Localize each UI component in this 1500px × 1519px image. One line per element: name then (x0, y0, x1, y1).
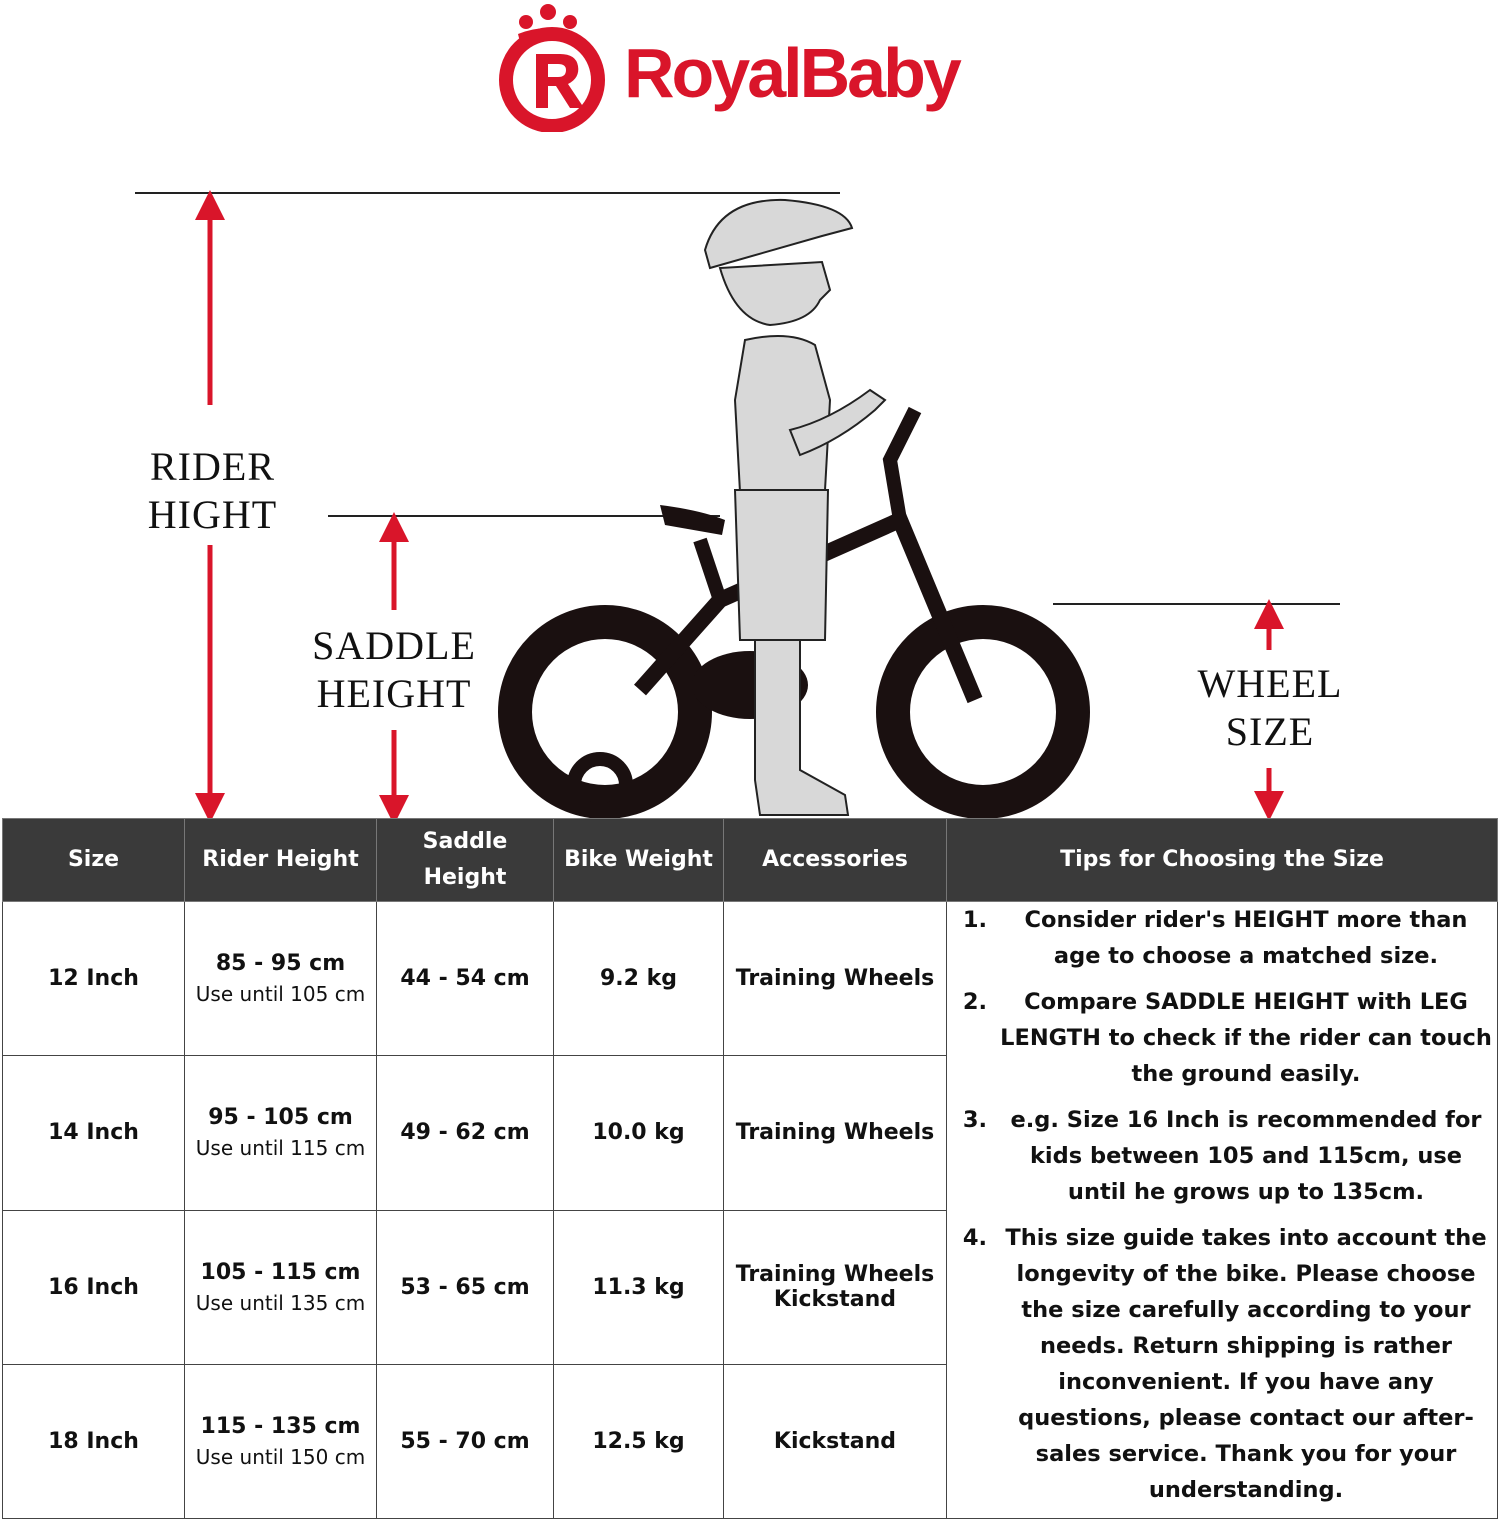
use-until: Use until 115 cm (195, 1136, 366, 1161)
saddle-height-cell: 53 - 65 cm (377, 1210, 554, 1364)
rider-height-label (120, 443, 305, 539)
tip-text: Compare SADDLE HEIGHT with LEG LENGTH to check if the rider can touch the ground easily. (1000, 989, 1492, 1087)
wheel-label-line2: SIZE (1225, 709, 1315, 754)
wheel-size-label (1185, 660, 1355, 756)
accessories-cell (724, 1056, 947, 1210)
child-rider-icon (705, 200, 885, 815)
size-cell: 14 Inch (3, 1056, 185, 1210)
rider-label-line1: RIDER (150, 444, 275, 489)
accessory-1: Training Wheels (735, 1262, 935, 1288)
tip-number: 2. (962, 989, 988, 1015)
rider-height-cell (185, 1056, 377, 1210)
tip-item (951, 984, 1493, 1092)
saddle-height-cell: 49 - 62 cm (377, 1056, 554, 1210)
tip-text: e.g. Size 16 Inch is recommended for kids between 105 and 115cm, use until he grows up to 135cm. (1010, 1107, 1482, 1205)
accessory-1: Kickstand (773, 1428, 897, 1454)
tip-item (951, 1220, 1493, 1508)
tip-item (951, 1102, 1493, 1210)
rider-range: 95 - 105 cm (208, 1105, 353, 1131)
royalbaby-emblem-icon (496, 2, 616, 132)
header-saddle-height: Saddle Height (377, 819, 554, 902)
accessories-cell (724, 1364, 947, 1518)
header-tips: Tips for Choosing the Size (947, 819, 1498, 902)
brand-name: RoyalBaby (624, 34, 959, 112)
header-size: Size (3, 819, 185, 902)
saddle-height-cell: 44 - 54 cm (377, 902, 554, 1056)
wheel-label-line1: WHEEL (1197, 661, 1343, 706)
use-until: Use until 150 cm (195, 1444, 366, 1469)
header-accessories: Accessories (724, 819, 947, 902)
size-cell: 16 Inch (3, 1210, 185, 1364)
bike-weight-cell: 11.3 kg (554, 1210, 724, 1364)
accessory-2: Kickstand (773, 1287, 897, 1313)
accessory-1: Training Wheels (735, 1120, 935, 1146)
saddle-height-label (300, 622, 488, 718)
tip-item (951, 902, 1493, 974)
size-chart-table (2, 818, 1498, 1519)
rider-range: 85 - 95 cm (215, 951, 346, 977)
bike-weight-cell: 10.0 kg (554, 1056, 724, 1210)
rider-label-line2: HIGHT (147, 492, 278, 537)
bike-weight-cell: 12.5 kg (554, 1364, 724, 1518)
tips-cell (947, 902, 1498, 1519)
accessories-cell (724, 902, 947, 1056)
header-rider-height: Rider Height (185, 819, 377, 902)
bike-weight-cell: 9.2 kg (554, 902, 724, 1056)
use-until: Use until 105 cm (195, 982, 366, 1007)
rider-range: 105 - 115 cm (200, 1259, 361, 1285)
rider-height-cell (185, 1364, 377, 1518)
saddle-height-cell: 55 - 70 cm (377, 1364, 554, 1518)
tip-number: 4. (962, 1225, 988, 1251)
tips-list (951, 902, 1493, 1508)
rider-height-cell (185, 902, 377, 1056)
brand-logo (496, 2, 1036, 132)
saddle-label-line2: HEIGHT (316, 671, 472, 716)
rider-range: 115 - 135 cm (200, 1413, 361, 1439)
tip-number: 1. (962, 907, 988, 933)
tip-text: This size guide takes into account the longevity of the bike. Please choose the size carefully according to your needs. Return shipping is rather inconvenient. If you have any questions, please contact our after-sales service. Thank you for your understanding. (1005, 1225, 1487, 1503)
tip-number: 3. (962, 1107, 988, 1133)
header-bike-weight: Bike Weight (554, 819, 724, 902)
saddle-label-line1: SADDLE (312, 623, 476, 668)
size-cell: 12 Inch (3, 902, 185, 1056)
table-row (3, 902, 1498, 1056)
size-cell: 18 Inch (3, 1364, 185, 1518)
tip-text: Consider rider's HEIGHT more than age to choose a matched size. (1024, 907, 1468, 969)
rider-height-cell (185, 1210, 377, 1364)
accessory-1: Training Wheels (735, 966, 935, 992)
accessories-cell (724, 1210, 947, 1364)
table-header-row (3, 819, 1498, 902)
use-until: Use until 135 cm (195, 1290, 366, 1315)
